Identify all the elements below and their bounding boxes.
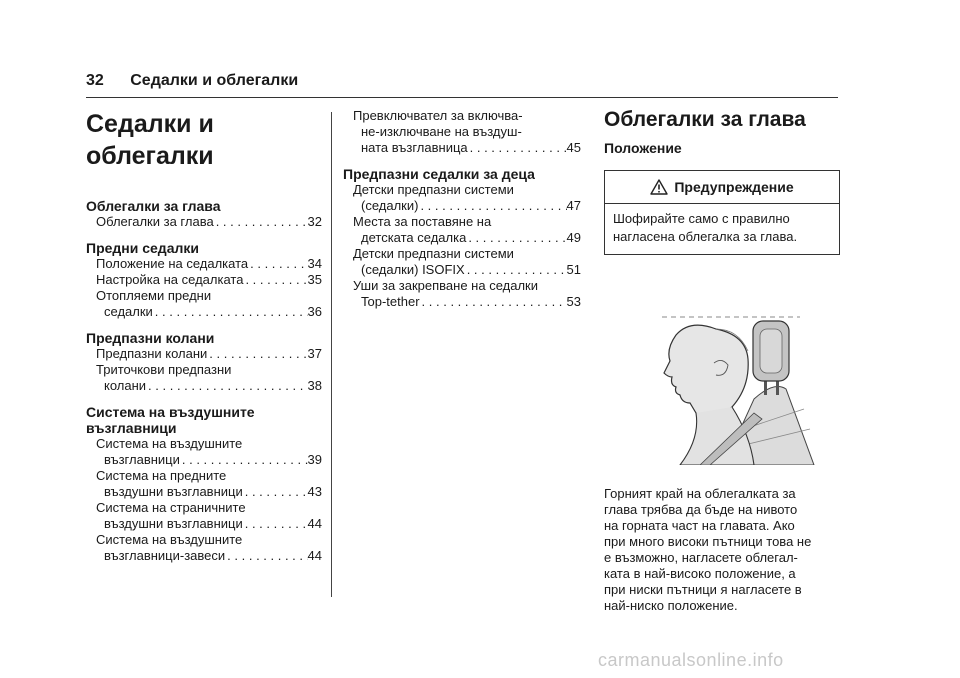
watermark: carmanualsonline.info [598,650,784,670]
toc-entry[interactable]: Настройка на седалката . . . 35 [86,272,322,288]
toc-entry[interactable]: Система на въздушните възглавници-завеси . . . 44 [86,532,322,564]
toc-entry[interactable]: Детски предпазни системи (седалки) . . . 47 [343,182,581,214]
toc-section [86,404,322,564]
body-paragraph: Горният край на облегалката за глава трябва да бъде на нивото на горната част на главата. Ако при много високи пътници това не е възможно, нагласете облегал- ката в най-високо положение, а при ниски пътници я нагласете в най-ниско положение. [604,486,812,613]
toc-entry[interactable]: Система на предните въздушни възглавници . . . 43 [86,468,322,500]
header-rule [86,97,838,98]
toc-entry[interactable]: Облегалки за глава . . . 32 [86,214,322,230]
warning-header [605,171,839,204]
page-number: 32 [86,72,104,89]
toc-entry[interactable]: Отопляеми предни седалки . . . 36 [86,288,322,320]
chapter-title: Седалки и облегалки [86,110,214,170]
toc-entry[interactable]: Уши за закрепване на седалки Top-tether . . . 53 [343,278,581,310]
toc-section [86,330,322,394]
subsection-title: Положение [604,140,682,156]
toc-entry[interactable]: Система на страничните въздушни възглавници . . . 44 [86,500,322,532]
page-header [86,72,298,90]
content-column-right [604,108,840,614]
toc-section-heading: Предни седалки [86,240,199,256]
toc-entry[interactable]: Места за поставяне на детската седалка . . . 49 [343,214,581,246]
column-divider [331,112,332,597]
toc-entry[interactable]: Детски предпазни системи (седалки) ISOFIX . . . 51 [343,246,581,278]
warning-box [604,170,840,255]
warning-text: Шофирайте само с правилно нагласена облегалка за глава. [613,211,798,244]
toc-entry[interactable]: Положение на седалката . . . 34 [86,256,322,272]
toc-section [86,240,322,320]
toc-section [86,198,322,230]
toc-entry[interactable]: Превключвател за включва- не-изключване на въздуш- ната възглавница . . . 45 [343,108,581,156]
section-title: Облегалки за глава [604,108,806,131]
toc-section [343,166,581,310]
toc-section-heading: Предпазни колани [86,330,215,346]
header-title: Седалки и облегалки [130,72,299,89]
toc-section-heading: Облегалки за глава [86,198,221,214]
toc-section-heading: Система на въздушните възглавници [86,404,255,436]
toc-entry[interactable]: Триточкови предпазни колани . . . 38 [86,362,322,394]
warning-triangle-icon [650,179,668,195]
toc-column-middle [343,108,581,310]
toc-column-left [86,108,322,564]
head-restraint-illustration [604,289,840,465]
toc-section-heading: Предпазни седалки за деца [343,166,535,182]
warning-title: Предупреждение [674,179,794,195]
toc-entry[interactable]: Предпазни колани . . . 37 [86,346,322,362]
toc-entry[interactable]: Система на въздушните възглавници . . . 39 [86,436,322,468]
